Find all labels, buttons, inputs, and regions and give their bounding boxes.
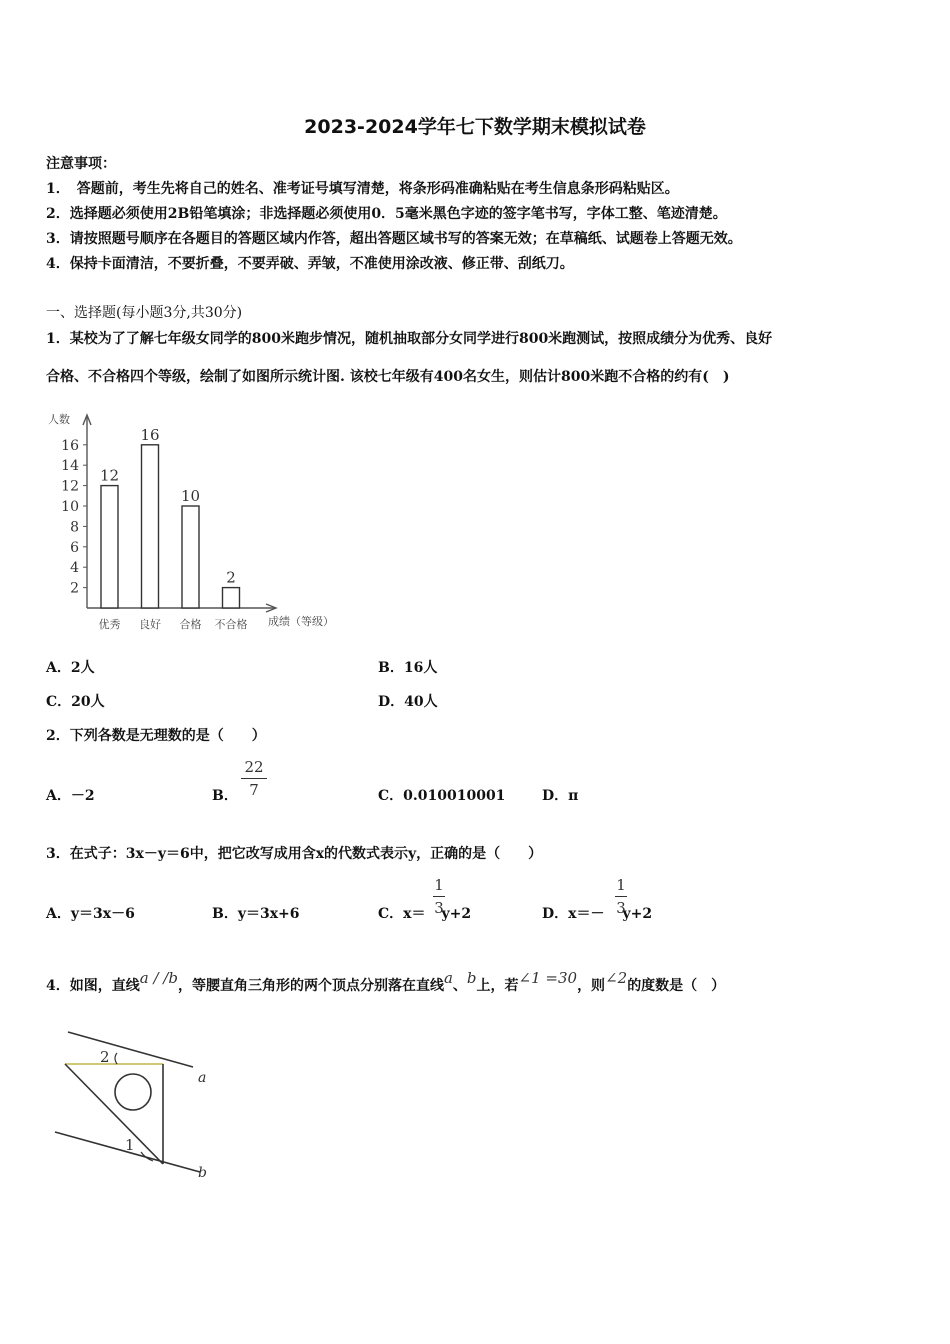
q2-fraction <box>241 758 267 799</box>
bar-data-label: 10 <box>180 487 201 505</box>
y-tick-label: 8 <box>70 519 79 536</box>
q4-text-6: 的度数是（ ） <box>627 978 726 994</box>
q4-text-4: 上，若 <box>476 978 519 994</box>
notice-item-1: 1． 答题前，考生先将自己的姓名、准考证号填写清楚，将条形码准确粘贴在考生信息条形码粘贴区。 <box>46 181 679 197</box>
q3-option-b[interactable]: B．y＝3x+6 <box>212 906 300 922</box>
y-tick-label: 6 <box>70 539 79 556</box>
triangle-hole <box>115 1074 151 1110</box>
q3-c-fraction <box>433 876 445 917</box>
line-a <box>68 1032 193 1067</box>
q1-option-c[interactable]: C．20人 <box>46 694 105 710</box>
x-tick-label: 优秀 <box>98 618 121 631</box>
q3-option-a[interactable]: A．y＝3x－6 <box>46 906 135 922</box>
angle-2-label: 2 <box>100 1048 110 1066</box>
q4-math-parallel: a / /b <box>139 969 178 987</box>
angle-2-arc <box>115 1053 117 1064</box>
q1-bar-chart <box>40 405 360 640</box>
q4-text-1: 4．如图，直线 <box>46 978 140 994</box>
y-tick-label: 10 <box>61 499 79 515</box>
q4-text-5: ，则 <box>577 978 606 994</box>
bar-data-label: 16 <box>140 425 160 444</box>
bar <box>142 445 159 608</box>
q3-d-frac-num: 1 <box>616 876 626 894</box>
q3-d-prefix: D．x＝－ <box>542 906 605 922</box>
q3-c-frac-num: 1 <box>434 876 444 894</box>
q3-d-fraction <box>615 876 627 917</box>
q2-frac-den: 7 <box>249 781 259 799</box>
notice-item-2: 2．选择题必须使用2B铅笔填涂；非选择题必须使用0．5毫米黑色字迹的签字笔书写，字体工整、笔迹清楚。 <box>46 206 727 222</box>
bar-data-label: 12 <box>99 466 120 485</box>
q2-stem: 2．下列各数是无理数的是（ ） <box>46 728 266 744</box>
line-a-label: a <box>198 1070 207 1086</box>
bar <box>223 588 240 608</box>
x-axis-label: 成绩（等级） <box>268 615 334 628</box>
angle-1-label: 1 <box>125 1136 135 1154</box>
fraction-bar <box>433 896 445 897</box>
q2-option-c[interactable]: C．0.010010001 <box>378 788 506 804</box>
notice-item-3: 3．请按照题号顺序在各题目的答题区域内作答，超出答题区域书写的答案无效；在草稿纸、试题卷上答题无效。 <box>46 231 742 247</box>
q1-option-a[interactable]: A．2人 <box>46 660 95 676</box>
q1-option-b[interactable]: B．16人 <box>378 660 438 676</box>
x-tick-label: 合格 <box>179 618 202 631</box>
line-b-label: b <box>198 1165 207 1181</box>
q1-stem-line2: 合格、不合格四个等级，绘制了如图所示统计图. 该校七年级有400名女生，则估计800米跑不合格的约有( ) <box>46 369 730 385</box>
q4-text-3: 、 <box>452 978 467 994</box>
notice-item-4: 4．保持卡面清洁，不要折叠，不要弄破、弄皱，不准使用涂改液、修正带、刮纸刀。 <box>46 256 574 272</box>
x-tick-label: 良好 <box>139 618 161 631</box>
q3-d-frac-den: 3 <box>616 899 626 917</box>
bar-data-label: 2 <box>226 568 236 587</box>
q4-math-angle1: ∠1 =30 <box>518 969 578 987</box>
y-tick-label: 14 <box>61 458 79 475</box>
q3-c-prefix: C．x＝ <box>378 906 426 922</box>
fraction-bar <box>615 896 627 897</box>
notice-heading: 注意事项： <box>46 156 116 172</box>
q4-math-a: a <box>443 969 453 987</box>
q4-text-2: ，等腰直角三角形的两个顶点分别落在直线 <box>177 978 444 994</box>
y-tick-label: 4 <box>70 560 79 577</box>
y-tick-label: 2 <box>70 580 79 597</box>
q2-option-a[interactable]: A．－2 <box>46 788 95 804</box>
q2-frac-num: 22 <box>244 758 264 776</box>
q4-math-b: b <box>466 969 477 987</box>
q2-option-b[interactable]: B． <box>212 788 238 804</box>
x-tick-label: 不合格 <box>214 618 248 631</box>
q1-option-d[interactable]: D．40人 <box>378 694 438 710</box>
y-tick-label: 12 <box>61 478 79 495</box>
q4-stem <box>46 969 726 995</box>
q3-c-suffix: y+2 <box>441 906 472 922</box>
bar <box>182 506 199 608</box>
q4-figure <box>45 1022 225 1187</box>
q3-option-d[interactable] <box>542 903 652 923</box>
q2-option-d[interactable]: D．π <box>542 788 579 804</box>
fraction-bar <box>241 778 267 779</box>
q3-stem: 3．在式子：3x－y＝6中，把它改写成用含x的代数式表示y，正确的是（ ） <box>46 846 543 862</box>
q3-d-suffix: y+2 <box>622 906 653 922</box>
bar <box>101 486 118 608</box>
q3-option-c[interactable] <box>378 903 471 923</box>
page-title: 2023-2024学年七下数学期末模拟试卷 <box>304 116 646 138</box>
q4-math-angle2: ∠2 <box>605 969 628 987</box>
y-tick-label: 16 <box>61 437 79 454</box>
section-heading: 一、选择题(每小题3分,共30分) <box>46 305 243 321</box>
q3-c-frac-den: 3 <box>434 899 444 917</box>
q1-stem-line1: 1．某校为了了解七年级女同学的800米跑步情况，随机抽取部分女同学进行800米跑测试，按照成绩分为优秀、良好 <box>46 331 773 347</box>
y-axis-label: 人数 <box>48 413 70 426</box>
